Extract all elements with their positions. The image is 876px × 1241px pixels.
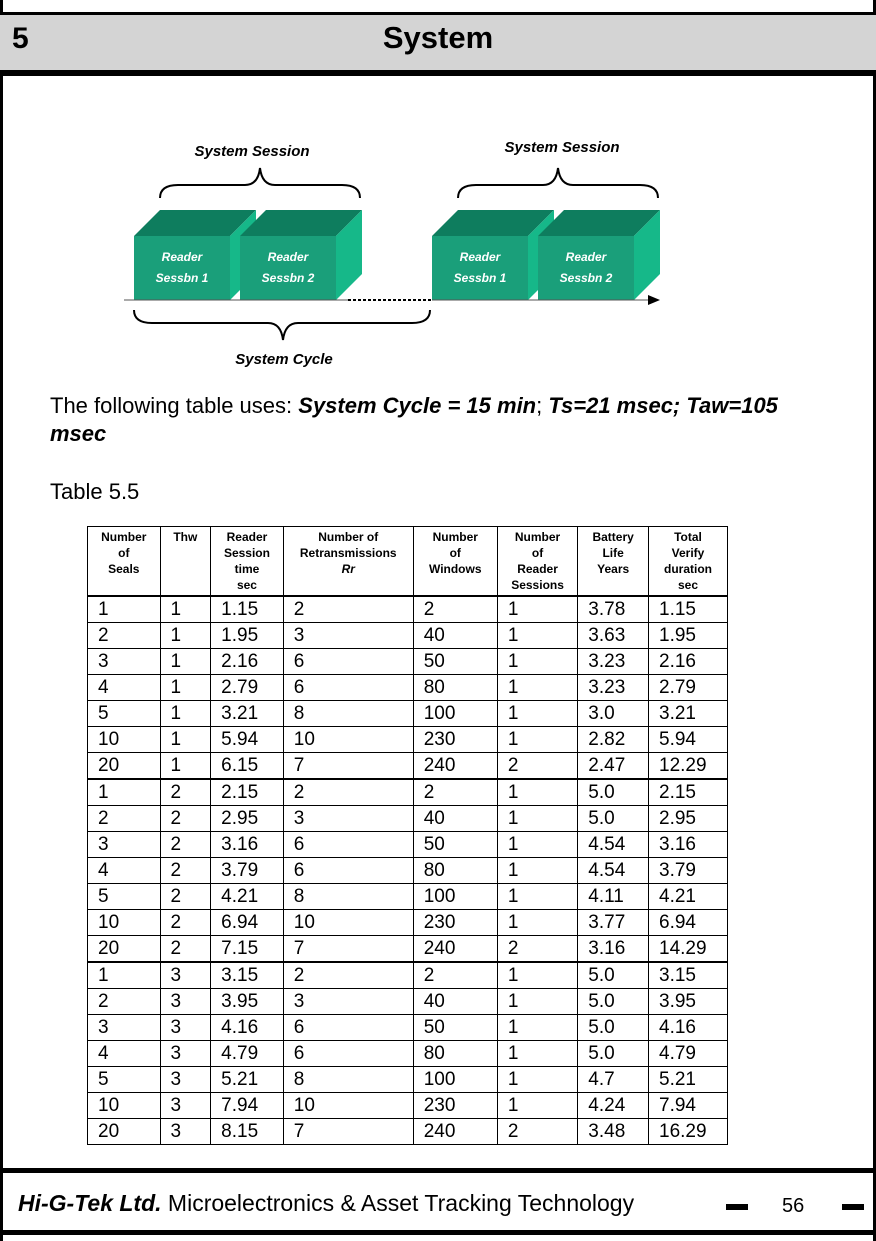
table-cell: 3.95 xyxy=(211,989,284,1015)
table-row xyxy=(88,623,728,649)
table-cell: 10 xyxy=(283,1093,413,1119)
table-cell: 1 xyxy=(497,649,577,675)
svg-text:Reader: Reader xyxy=(267,250,309,264)
table-cell: 4.16 xyxy=(211,1015,284,1041)
table-cell: 2 xyxy=(160,806,211,832)
footer-rule-top xyxy=(0,1168,876,1173)
table-cell: 1.15 xyxy=(211,596,284,623)
table-cell: 1 xyxy=(160,701,211,727)
table-cell: 2 xyxy=(160,779,211,806)
table-cell: 2 xyxy=(160,858,211,884)
table-cell: 80 xyxy=(413,858,497,884)
table-cell: 2 xyxy=(497,753,577,780)
table-cell: 2.47 xyxy=(578,753,649,780)
table-row xyxy=(88,1093,728,1119)
table-cell: 6.94 xyxy=(211,910,284,936)
table-cell: 5.21 xyxy=(649,1067,728,1093)
table-cell: 2 xyxy=(88,989,161,1015)
table-cell: 1 xyxy=(497,596,577,623)
table-cell: 2 xyxy=(497,936,577,963)
table-cell: 100 xyxy=(413,701,497,727)
footer-dash-right xyxy=(842,1204,864,1210)
table-cell: 3.23 xyxy=(578,649,649,675)
chapter-number: 5 xyxy=(12,22,29,55)
table-cell: 2 xyxy=(283,779,413,806)
table-cell: 7 xyxy=(283,753,413,780)
table-row xyxy=(88,1119,728,1145)
table-row xyxy=(88,727,728,753)
table-cell: 8 xyxy=(283,884,413,910)
table-cell: 240 xyxy=(413,936,497,963)
table-row xyxy=(88,858,728,884)
table-cell: 2.79 xyxy=(649,675,728,701)
table-cell: 240 xyxy=(413,1119,497,1145)
table-cell: 1 xyxy=(497,779,577,806)
table-cell: 1 xyxy=(497,675,577,701)
column-header: Total Verify duration sec xyxy=(649,527,728,597)
session-label-right: System Session xyxy=(504,139,620,156)
table-cell: 4 xyxy=(88,858,161,884)
session-brace-right xyxy=(458,168,658,198)
table-cell: 1 xyxy=(497,884,577,910)
table-cell: 3.15 xyxy=(211,962,284,989)
table-cell: 40 xyxy=(413,989,497,1015)
table-row xyxy=(88,1015,728,1041)
table-cell: 5.94 xyxy=(649,727,728,753)
table-cell: 1 xyxy=(497,989,577,1015)
table-cell: 3 xyxy=(88,1015,161,1041)
table-cell: 7.94 xyxy=(649,1093,728,1119)
table-cell: 2 xyxy=(413,962,497,989)
table-cell: 100 xyxy=(413,1067,497,1093)
table-cell: 6.94 xyxy=(649,910,728,936)
cycle-brace xyxy=(134,310,430,340)
table-cell: 4.24 xyxy=(578,1093,649,1119)
table-cell: 3 xyxy=(160,1015,211,1041)
table-cell: 5 xyxy=(88,1067,161,1093)
table-cell: 2.15 xyxy=(211,779,284,806)
table-cell: 7.94 xyxy=(211,1093,284,1119)
table-cell: 6 xyxy=(283,858,413,884)
table-cell: 80 xyxy=(413,675,497,701)
table-cell: 3.16 xyxy=(211,832,284,858)
table-row xyxy=(88,753,728,780)
table-cell: 8 xyxy=(283,1067,413,1093)
intro-paragraph: The following table uses: System Cycle = 15 min; Ts=21 msec; Taw=105 msec xyxy=(50,393,778,446)
table-cell: 3.79 xyxy=(211,858,284,884)
table-cell: 3.63 xyxy=(578,623,649,649)
table-cell: 3 xyxy=(160,1093,211,1119)
table-cell: 4.21 xyxy=(211,884,284,910)
table-cell: 50 xyxy=(413,649,497,675)
cycle-label: System Cycle xyxy=(235,351,333,368)
table-cell: 7.15 xyxy=(211,936,284,963)
table-cell: 2 xyxy=(160,832,211,858)
table-cell: 1 xyxy=(497,832,577,858)
table-cell: 1 xyxy=(497,1093,577,1119)
table-cell: 6.15 xyxy=(211,753,284,780)
table-cell: 12.29 xyxy=(649,753,728,780)
table-cell: 2 xyxy=(413,779,497,806)
table-cell: 2 xyxy=(497,1119,577,1145)
table-cell: 5 xyxy=(88,701,161,727)
table-cell: 4 xyxy=(88,1041,161,1067)
table-cell: 4.79 xyxy=(649,1041,728,1067)
table-cell: 2.79 xyxy=(211,675,284,701)
table-cell: 10 xyxy=(283,727,413,753)
table-cell: 20 xyxy=(88,1119,161,1145)
table-cell: 10 xyxy=(283,910,413,936)
table-cell: 3.0 xyxy=(578,701,649,727)
table-cell: 3.95 xyxy=(649,989,728,1015)
table-cell: 1 xyxy=(497,910,577,936)
table-cell: 2.16 xyxy=(649,649,728,675)
table-cell: 3 xyxy=(160,989,211,1015)
reader-session-box xyxy=(240,210,362,300)
table-row xyxy=(88,596,728,623)
column-header: Battery Life Years xyxy=(578,527,649,597)
footer-dash-left xyxy=(726,1204,748,1210)
svg-text:Reader: Reader xyxy=(459,250,501,264)
table-row xyxy=(88,832,728,858)
table-cell: 6 xyxy=(283,1041,413,1067)
table-header-row xyxy=(88,527,728,597)
table-cell: 4.54 xyxy=(578,858,649,884)
table-cell: 4.16 xyxy=(649,1015,728,1041)
table-cell: 1 xyxy=(497,1015,577,1041)
table-cell: 14.29 xyxy=(649,936,728,963)
table-cell: 1 xyxy=(88,779,161,806)
reader-session-box xyxy=(538,210,660,300)
table-cell: 3 xyxy=(160,1067,211,1093)
session-label-left: System Session xyxy=(194,143,310,160)
table-cell: 2.82 xyxy=(578,727,649,753)
table-cell: 10 xyxy=(88,910,161,936)
svg-text:Sessbn 2: Sessbn 2 xyxy=(559,271,613,285)
table-cell: 3 xyxy=(160,1119,211,1145)
table-row xyxy=(88,675,728,701)
table-cell: 1 xyxy=(160,596,211,623)
table-caption: Table 5.5 xyxy=(50,479,140,504)
table-cell: 2 xyxy=(283,962,413,989)
table-cell: 5.0 xyxy=(578,1041,649,1067)
table-cell: 1.95 xyxy=(649,623,728,649)
table-row xyxy=(88,962,728,989)
table-cell: 2 xyxy=(88,806,161,832)
timeline-arrow-icon xyxy=(648,295,660,305)
table-cell: 3.21 xyxy=(649,701,728,727)
table-cell: 6 xyxy=(283,832,413,858)
table-cell: 3.77 xyxy=(578,910,649,936)
table-cell: 1 xyxy=(160,623,211,649)
table-cell: 3 xyxy=(88,832,161,858)
table-cell: 1.95 xyxy=(211,623,284,649)
table-cell: 3.23 xyxy=(578,675,649,701)
table-row xyxy=(88,989,728,1015)
table-cell: 80 xyxy=(413,1041,497,1067)
table-cell: 2.95 xyxy=(649,806,728,832)
table-cell: 3 xyxy=(160,1041,211,1067)
table-cell: 1 xyxy=(160,649,211,675)
table-row xyxy=(88,936,728,963)
table-cell: 230 xyxy=(413,727,497,753)
column-header: Number of Retransmissions Rr xyxy=(283,527,413,597)
table-cell: 3.15 xyxy=(649,962,728,989)
table-cell: 5.0 xyxy=(578,962,649,989)
session-brace-left xyxy=(160,168,360,198)
table-cell: 1 xyxy=(497,623,577,649)
table-cell: 3 xyxy=(88,649,161,675)
table-cell: 50 xyxy=(413,832,497,858)
table-cell: 1 xyxy=(160,727,211,753)
table-cell: 3.79 xyxy=(649,858,728,884)
table-row xyxy=(88,649,728,675)
table-cell: 2 xyxy=(160,936,211,963)
seal-battery-table xyxy=(87,526,728,1145)
table-cell: 2 xyxy=(160,910,211,936)
table-cell: 3 xyxy=(160,962,211,989)
table-cell: 3.78 xyxy=(578,596,649,623)
table-cell: 100 xyxy=(413,884,497,910)
page-frame-left xyxy=(0,0,3,1241)
table-cell: 3.16 xyxy=(649,832,728,858)
reader-session-box xyxy=(432,210,554,300)
table-cell: 40 xyxy=(413,623,497,649)
table-row xyxy=(88,884,728,910)
footer-rule-bottom xyxy=(0,1230,876,1235)
column-header: Number of Seals xyxy=(88,527,161,597)
table-cell: 3.48 xyxy=(578,1119,649,1145)
table-cell: 1 xyxy=(497,727,577,753)
table-cell: 1 xyxy=(88,962,161,989)
table-cell: 6 xyxy=(283,675,413,701)
table-cell: 1 xyxy=(497,806,577,832)
table-cell: 1 xyxy=(497,1067,577,1093)
table-cell: 20 xyxy=(88,936,161,963)
table-cell: 1 xyxy=(497,962,577,989)
table-cell: 3 xyxy=(283,806,413,832)
table-cell: 6 xyxy=(283,1015,413,1041)
table-cell: 8 xyxy=(283,701,413,727)
table-cell: 2 xyxy=(283,596,413,623)
table-cell: 2 xyxy=(413,596,497,623)
table-cell: 1 xyxy=(497,1041,577,1067)
table-cell: 10 xyxy=(88,1093,161,1119)
table-cell: 6 xyxy=(283,649,413,675)
table-cell: 2 xyxy=(88,623,161,649)
table-cell: 230 xyxy=(413,1093,497,1119)
table-cell: 2 xyxy=(160,884,211,910)
table-cell: 1 xyxy=(160,675,211,701)
svg-text:Sessbn 2: Sessbn 2 xyxy=(261,271,315,285)
table-cell: 7 xyxy=(283,1119,413,1145)
page-number: 56 xyxy=(782,1195,805,1217)
column-header: Thw xyxy=(160,527,211,597)
table-cell: 20 xyxy=(88,753,161,780)
footer-company: Hi-G-Tek Ltd. Microelectronics & Asset Tracking Technology xyxy=(18,1190,635,1216)
table-cell: 4.54 xyxy=(578,832,649,858)
table-cell: 5.0 xyxy=(578,806,649,832)
table-row xyxy=(88,910,728,936)
table-cell: 1 xyxy=(160,753,211,780)
table-row xyxy=(88,701,728,727)
svg-text:Sessbn 1: Sessbn 1 xyxy=(155,271,209,285)
reader-session-box xyxy=(134,210,256,300)
table-row xyxy=(88,1067,728,1093)
column-header: Number of Windows xyxy=(413,527,497,597)
table-row xyxy=(88,779,728,806)
table-cell: 3.16 xyxy=(578,936,649,963)
table-cell: 2.15 xyxy=(649,779,728,806)
table-cell: 3 xyxy=(283,623,413,649)
table-cell: 1.15 xyxy=(649,596,728,623)
table-cell: 1 xyxy=(497,701,577,727)
svg-text:Reader: Reader xyxy=(161,250,203,264)
svg-text:Sessbn 1: Sessbn 1 xyxy=(453,271,507,285)
table-cell: 240 xyxy=(413,753,497,780)
table-cell: 5.0 xyxy=(578,989,649,1015)
table-cell: 7 xyxy=(283,936,413,963)
table-cell: 2.95 xyxy=(211,806,284,832)
table-cell: 40 xyxy=(413,806,497,832)
page-title: System xyxy=(382,20,494,55)
table-cell: 2.16 xyxy=(211,649,284,675)
table-cell: 4.79 xyxy=(211,1041,284,1067)
table-cell: 1 xyxy=(497,858,577,884)
table-cell: 50 xyxy=(413,1015,497,1041)
column-header: Reader Session time sec xyxy=(211,527,284,597)
table-cell: 10 xyxy=(88,727,161,753)
table-cell: 4.11 xyxy=(578,884,649,910)
table-cell: 8.15 xyxy=(211,1119,284,1145)
system-cycle-diagram xyxy=(100,130,680,375)
table-cell: 5 xyxy=(88,884,161,910)
table-cell: 4.7 xyxy=(578,1067,649,1093)
table-cell: 5.21 xyxy=(211,1067,284,1093)
table-cell: 5.0 xyxy=(578,779,649,806)
table-cell: 1 xyxy=(88,596,161,623)
table-cell: 3.21 xyxy=(211,701,284,727)
table-cell: 4 xyxy=(88,675,161,701)
table-cell: 4.21 xyxy=(649,884,728,910)
svg-text:Reader: Reader xyxy=(565,250,607,264)
table-cell: 16.29 xyxy=(649,1119,728,1145)
table-row xyxy=(88,806,728,832)
column-header: Number of Reader Sessions xyxy=(497,527,577,597)
table-cell: 5.94 xyxy=(211,727,284,753)
table-cell: 5.0 xyxy=(578,1015,649,1041)
table-cell: 3 xyxy=(283,989,413,1015)
table-row xyxy=(88,1041,728,1067)
table-cell: 230 xyxy=(413,910,497,936)
